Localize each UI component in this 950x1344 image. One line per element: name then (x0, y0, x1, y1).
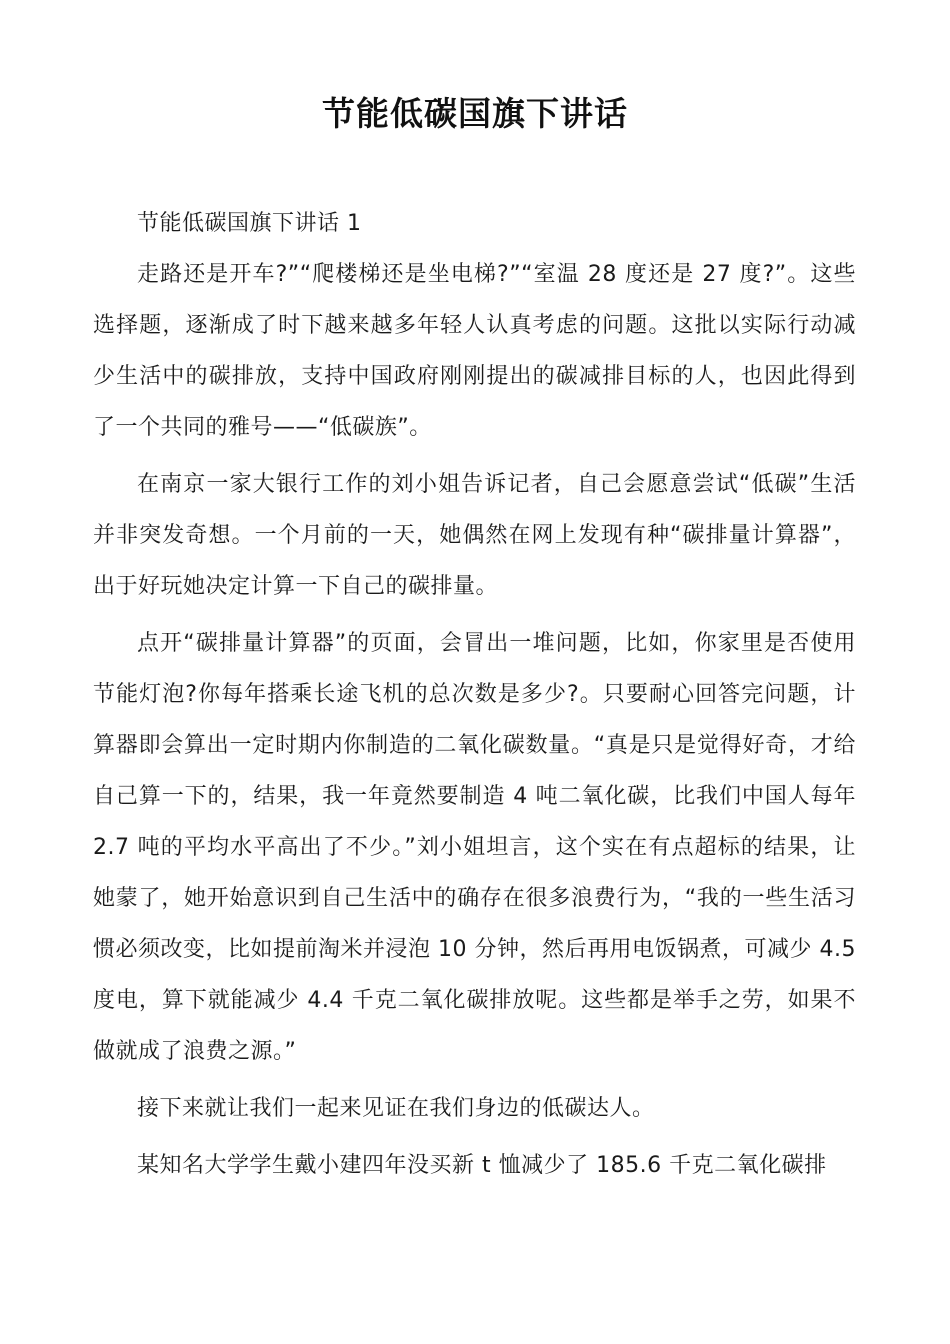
paragraph-1: 走路还是开车?”“爬楼梯还是坐电梯?”“室温 28 度还是 27 度?”。这些选择题，逐渐成了时下越来越多年轻人认真考虑的问题。这批以实际行动减少生活中的碳排放，支持中国政府刚刚提出的碳减排目标的人，也因此得到了一个共同的雅号——“低碳族”。 (93, 262, 856, 440)
document-title: 节能低碳国旗下讲话 (322, 94, 628, 133)
paragraph-4: 接下来就让我们一起来见证在我们身边的低碳达人。 (137, 1096, 655, 1121)
section-heading: 节能低碳国旗下讲话 1 (137, 211, 362, 236)
paragraph-2: 在南京一家大银行工作的刘小姐告诉记者，自己会愿意尝试“低碳”生活并非突发奇想。一个月前的一天，她偶然在网上发现有种“碳排量计算器”，出于好玩她决定计算一下自己的碳排量。 (93, 472, 856, 599)
document-body (93, 198, 856, 1191)
paragraph-3: 点开“碳排量计算器”的页面，会冒出一堆问题，比如，你家里是否使用节能灯泡?你每年搭乘长途飞机的总次数是多少?。只要耐心回答完问题，计算器即会算出一定时期内你制造的二氧化碳数量。“真是只是觉得好奇，才给自己算一下的，结果，我一年竟然要制造 4 吨二氧化碳，比我们中国人每年 2.7 吨的平均水平高出了不少。”刘小姐坦言，这个实在有点超标的结果，让她蒙了，她开始意识到自己生活中的确存在很多浪费行为，“我的一些生活习惯必须改变，比如提前淘米并浸泡 10 分钟，然后再用电饭锅煮，可减少 4.5 度电，算下就能减少 4.4 千克二氧化碳排放呢。这些都是举手之劳，如果不做就成了浪费之源。” (93, 631, 856, 1064)
paragraph-5: 某知名大学学生戴小建四年没买新 t 恤减少了 185.6 千克二氧化碳排 (137, 1153, 827, 1178)
